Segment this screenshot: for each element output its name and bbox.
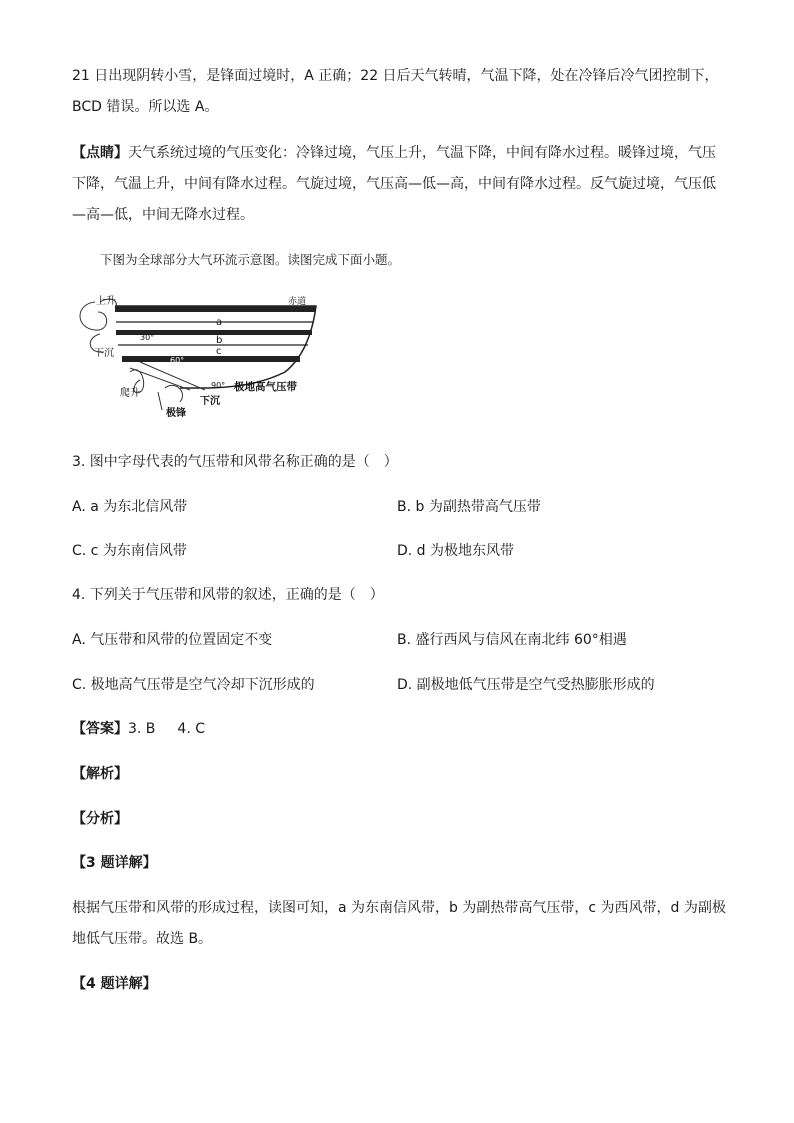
band-top bbox=[115, 306, 315, 312]
detail3-line1: 根据气压带和风带的形成过程，读图可知，a 为东南信风带，b 为副热带高气压带，c 为西风带，d 为副极 bbox=[72, 900, 726, 916]
label-c: c bbox=[216, 346, 222, 357]
note-text-1: 天气系统过境的气压变化：冷锋过境，气压上升，气温下降，中间有降水过程。暖锋过境，气压 bbox=[128, 145, 716, 161]
q3-option-a: A. a 为东北信风带 bbox=[72, 499, 188, 515]
analysis-heading: 【解析】 bbox=[72, 766, 128, 782]
fenxi-heading: 【分析】 bbox=[72, 811, 128, 827]
q3-option-c: C. c 为东南信风带 bbox=[72, 543, 187, 559]
label-rise-top: 上升 bbox=[96, 296, 116, 307]
answer-4: 4. C bbox=[177, 721, 206, 737]
q4-option-c: C. 极地高气压带是空气冷却下沉形成的 bbox=[72, 677, 315, 693]
label-60: 60° bbox=[170, 356, 185, 365]
label-tropopause: 赤道 bbox=[288, 297, 307, 307]
label-30: 30° bbox=[140, 333, 155, 342]
note-line2: 下降，气温上升，中间有降水过程。气旋过境，气压高—低—高，中间有降水过程。反气旋过境，气压低 bbox=[72, 176, 716, 192]
answer-3: 3. B bbox=[128, 721, 156, 737]
note-line3: —高—低，中间无降水过程。 bbox=[72, 207, 254, 223]
q4-stem: 4. 下列关于气压带和风带的叙述，正确的是（ ） bbox=[72, 587, 384, 603]
answer-line bbox=[72, 719, 205, 739]
detail4-heading: 【4 题详解】 bbox=[72, 976, 157, 992]
q4-option-a: A. 气压带和风带的位置固定不变 bbox=[72, 632, 273, 648]
label-polar-high: 极地高气压带 bbox=[234, 381, 297, 393]
figure-intro: 下图为全球部分大气环流示意图。读图完成下面小题。 bbox=[100, 252, 401, 267]
label-sink-bottom: 下沉 bbox=[200, 396, 220, 407]
note-tag: 【点睛】 bbox=[72, 145, 128, 161]
q3-stem: 3. 图中字母代表的气压带和风带名称正确的是（ ） bbox=[72, 454, 398, 470]
note-line1 bbox=[72, 143, 716, 163]
answer-tag: 【答案】 bbox=[72, 721, 128, 737]
detail3-line2: 地低气压带。故选 B。 bbox=[72, 931, 213, 947]
label-climb: 爬升 bbox=[120, 388, 140, 399]
q4-option-d: D. 副极地低气压带是空气受热膨胀形成的 bbox=[397, 677, 655, 693]
detail3-heading: 【3 题详解】 bbox=[72, 855, 157, 871]
label-90: 90° bbox=[211, 381, 226, 390]
label-b: b bbox=[216, 335, 223, 346]
para1-line2: BCD 错误。所以选 A。 bbox=[72, 99, 219, 115]
label-sink-left: 下沉 bbox=[94, 348, 114, 359]
para1-line1: 21 日出现阴转小雪，是锋面过境时，A 正确；22 日后天气转晴，气温下降，处在冷锋后冷气团控制下， bbox=[72, 68, 719, 84]
label-a: a bbox=[216, 317, 223, 328]
q3-option-b: B. b 为副热带高气压带 bbox=[397, 499, 541, 515]
q4-option-b: B. 盛行西风与信风在南北纬 60°相遇 bbox=[397, 632, 627, 648]
label-polar-front: 极锋 bbox=[166, 408, 186, 419]
atmospheric-circulation-figure bbox=[70, 292, 330, 420]
band-60 bbox=[122, 356, 300, 362]
q3-option-d: D. d 为极地东风带 bbox=[397, 543, 515, 559]
